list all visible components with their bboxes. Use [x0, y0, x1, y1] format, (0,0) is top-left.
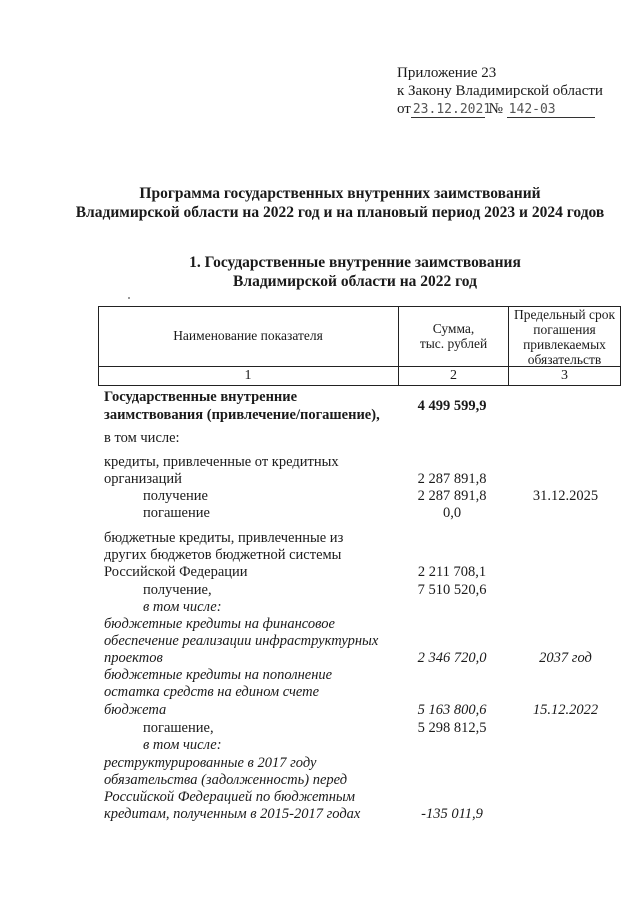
- row-incl-label: в том числе:: [104, 430, 180, 446]
- row-restr-amount: -135 011,9: [421, 806, 483, 822]
- program-title: [60, 184, 620, 222]
- row-restr-label-2: обязательства (задолженность) перед: [104, 772, 348, 788]
- row-budget-label-2: других бюджетов бюджетной системы: [104, 547, 342, 563]
- program-title-line2: Владимирской области на 2022 год и на плановый период 2023 и 2024 годов: [75, 204, 605, 221]
- colnum-2: 2: [450, 368, 457, 383]
- row-balance-label-3: бюджета: [104, 702, 167, 718]
- appendix-date-line: [397, 100, 603, 118]
- row-restr-label-1: реструктурированные в 2017 году: [104, 755, 317, 771]
- row-repay-label: погашение,: [143, 720, 214, 736]
- row-infra-label-3: проектов: [104, 650, 163, 666]
- borrowings-table: [98, 306, 621, 846]
- section-title: [90, 253, 620, 291]
- appendix-header: [397, 64, 603, 118]
- row-budget-label-1: бюджетные кредиты, привлеченные из: [104, 530, 344, 546]
- row-credits-label-2: организаций: [104, 471, 182, 487]
- row-budget-get-incl: в том числе:: [143, 599, 222, 615]
- header-name: Наименование показателя: [173, 328, 323, 343]
- appendix-number-sign: №: [488, 101, 503, 117]
- row-infra-label-2: обеспечение реализации инфраструктурных: [104, 633, 379, 649]
- row-infra-label-1: бюджетные кредиты на финансовое: [104, 616, 335, 632]
- row-balance-label-2: остатка средств на едином счете: [104, 684, 320, 700]
- table-border-right: [620, 306, 621, 386]
- header-sum-line1: Сумма,: [432, 321, 475, 336]
- row-balance-label-1: бюджетные кредиты на пополнение: [104, 667, 333, 683]
- row-budget-label-3: Российской Федерации: [104, 564, 248, 580]
- row-repay-incl: в том числе:: [143, 737, 222, 753]
- row-total-amount: 4 499 599,9: [417, 398, 487, 414]
- header-sum-line2: тыс. рублей: [419, 336, 488, 351]
- section-title-line1: 1. Государственные внутренние заимствования: [189, 254, 521, 271]
- row-credits-get-due: 31.12.2025: [532, 488, 599, 504]
- row-balance-due: 15.12.2022: [532, 702, 599, 718]
- row-budget-get-label: получение,: [143, 582, 212, 598]
- row-repay-amount: 5 298 812,5: [417, 720, 487, 736]
- appendix-from: от: [397, 101, 411, 117]
- row-credits-get-amount: 2 287 891,8: [417, 488, 487, 504]
- row-total-label-2: заимствования (привлечение/погашение),: [104, 407, 380, 423]
- row-balance-amount: 5 163 800,6: [417, 702, 487, 718]
- table-colnum-divider: [98, 385, 621, 386]
- row-infra-amount: 2 346 720,0: [417, 650, 487, 666]
- appendix-law: к Закону Владимирской области: [397, 83, 603, 99]
- row-total-label-1: Государственные внутренние: [104, 389, 298, 405]
- row-restr-label-3: Российской Федерацией по бюджетным: [104, 789, 355, 805]
- header-term-line3: привлекаемых: [523, 337, 606, 352]
- row-credits-amount: 2 287 891,8: [417, 471, 487, 487]
- colnum-1: 1: [244, 368, 252, 383]
- scan-speck: [128, 297, 130, 299]
- row-restr-label-4: кредитам, полученным в 2015-2017 годах: [104, 806, 361, 822]
- appendix-title: Приложение 23: [397, 65, 497, 81]
- row-credits-repay-label: погашение: [143, 505, 210, 521]
- row-credits-label-1: кредиты, привлеченные от кредитных: [104, 454, 339, 470]
- header-term-line2: погашения: [533, 322, 596, 337]
- appendix-number: 142-03: [508, 102, 556, 117]
- row-credits-repay-amount: 0,0: [442, 505, 462, 521]
- row-budget-amount: 2 211 708,1: [417, 564, 487, 580]
- program-title-line1: Программа государственных внутренних заимствований: [139, 185, 541, 202]
- row-budget-get-amount: 7 510 520,6: [417, 582, 487, 598]
- section-title-line2: Владимирской области на 2022 год: [233, 273, 477, 290]
- row-credits-get-label: получение: [143, 488, 208, 504]
- header-term: [509, 307, 620, 367]
- header-sum: [399, 321, 508, 351]
- header-term-line1: Предельный срок: [513, 307, 615, 322]
- header-term-line4: обязательств: [527, 352, 602, 367]
- appendix-date: 23.12.2021: [412, 102, 492, 117]
- row-infra-due: 2037 год: [539, 650, 592, 666]
- colnum-3: 3: [561, 368, 568, 383]
